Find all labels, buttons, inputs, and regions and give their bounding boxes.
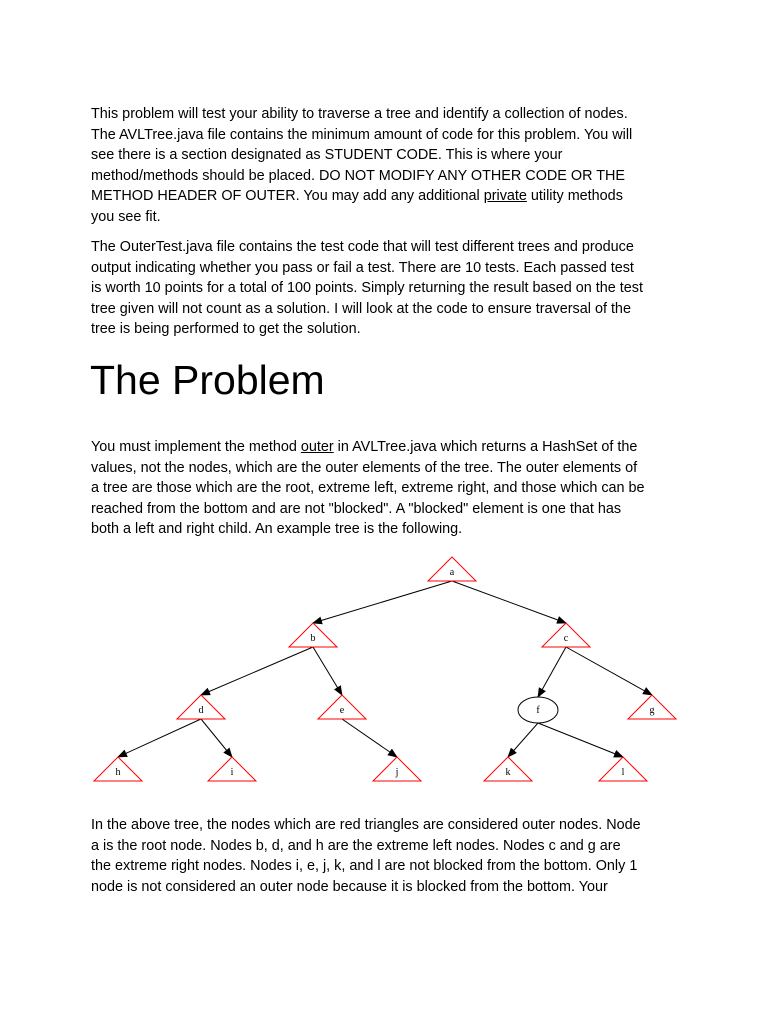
text-line: This problem will test your ability to traverse a tree and identify a collection of nodes.: [91, 106, 628, 122]
node-k: [484, 757, 532, 781]
underlined-word-outer: outer: [300, 439, 334, 455]
node-label: c: [563, 633, 569, 644]
test-info-paragraph: [91, 237, 691, 340]
node-f: [518, 697, 558, 723]
section-heading: The Problem: [90, 357, 325, 403]
text-line: is worth 10 points for a total of 100 points. Simply returning the result based on the test: [91, 280, 643, 297]
edge-d-h: [118, 719, 201, 757]
text-line: both a left and right child. An example tree is the following.: [91, 521, 463, 538]
edge-c-g: [566, 647, 652, 695]
edge-e-j: [342, 719, 397, 757]
edge-c-f: [538, 647, 566, 697]
edge-b-e: [313, 647, 342, 695]
edge-d-i: [201, 719, 232, 757]
text-line: In the above tree, the nodes which are red triangles are considered outer nodes. Node: [91, 817, 641, 833]
intro-paragraph: [91, 104, 691, 228]
node-h: [94, 757, 142, 781]
tree-diagram: [80, 552, 690, 797]
text-line: values, not the nodes, which are the outer elements of the tree. The outer elements of: [91, 459, 638, 476]
text-line: the extreme right nodes. Nodes i, e, j, k, and l are not blocked from the bottom. Only 1: [91, 858, 638, 875]
text-line: method/methods should be placed. DO NOT MODIFY ANY OTHER CODE OR THE: [91, 167, 625, 184]
node-label: d: [198, 705, 204, 716]
node-label: a: [449, 567, 455, 578]
text-line: you see fit.: [91, 208, 161, 225]
underlined-word-private: private: [483, 188, 527, 205]
node-a: [428, 557, 476, 581]
problem-paragraph: [91, 437, 691, 540]
text-segment: METHOD HEADER OF OUTER. You may add any additional: [91, 188, 484, 205]
node-label: g: [649, 705, 655, 716]
node-label: e: [339, 705, 345, 716]
edge-b-d: [201, 647, 313, 695]
node-label: h: [115, 767, 121, 778]
text-line: node is not considered an outer node because it is blocked from the bottom. Your: [91, 878, 608, 895]
node-label: b: [310, 633, 316, 644]
text-line: a is the root node. Nodes b, d, and h are the extreme left nodes. Nodes c and g are: [91, 837, 621, 854]
text-line: a tree are those which are the root, extreme left, extreme right, and those which can be: [91, 480, 645, 497]
text-line: [91, 186, 691, 207]
text-line: tree given will not count as a solution. I will look at the code to ensure traversal of the: [91, 300, 631, 317]
text-segment: You must implement the method: [91, 439, 301, 455]
node-label: k: [505, 767, 511, 778]
text-line: tree is being performed to get the solution.: [91, 321, 361, 338]
node-label: i: [230, 767, 234, 778]
node-e: [318, 695, 366, 719]
text-line: [91, 437, 691, 458]
edge-f-l: [538, 723, 623, 757]
edge-a-b: [313, 581, 452, 623]
node-j: [373, 757, 421, 781]
tree-nodes: [94, 557, 676, 781]
edge-f-k: [508, 723, 538, 757]
node-i: [208, 757, 256, 781]
node-l: [599, 757, 647, 781]
node-d: [177, 695, 225, 719]
tree-edges: [118, 581, 652, 757]
explanation-paragraph: [91, 815, 691, 897]
text-line: reached from the bottom and are not "blocked". A "blocked" element is one that has: [91, 500, 622, 517]
node-label: f: [536, 705, 540, 716]
node-c: [542, 623, 590, 647]
text-segment: utility methods: [526, 188, 623, 205]
text-line: see there is a section designated as STUDENT CODE. This is where your: [91, 147, 563, 164]
node-g: [628, 695, 676, 719]
text-segment: in AVLTree.java which returns a HashSet of the: [333, 439, 638, 455]
edge-a-c: [452, 581, 566, 623]
text-line: output indicating whether you pass or fail a test. There are 10 tests. Each passed test: [91, 259, 634, 276]
node-label: l: [621, 767, 625, 778]
text-line: The OuterTest.java file contains the test code that will test different trees and produce: [91, 239, 634, 255]
text-line: The AVLTree.java file contains the minimum amount of code for this problem. You will: [91, 126, 633, 143]
node-label: j: [395, 767, 399, 778]
node-b: [289, 623, 337, 647]
